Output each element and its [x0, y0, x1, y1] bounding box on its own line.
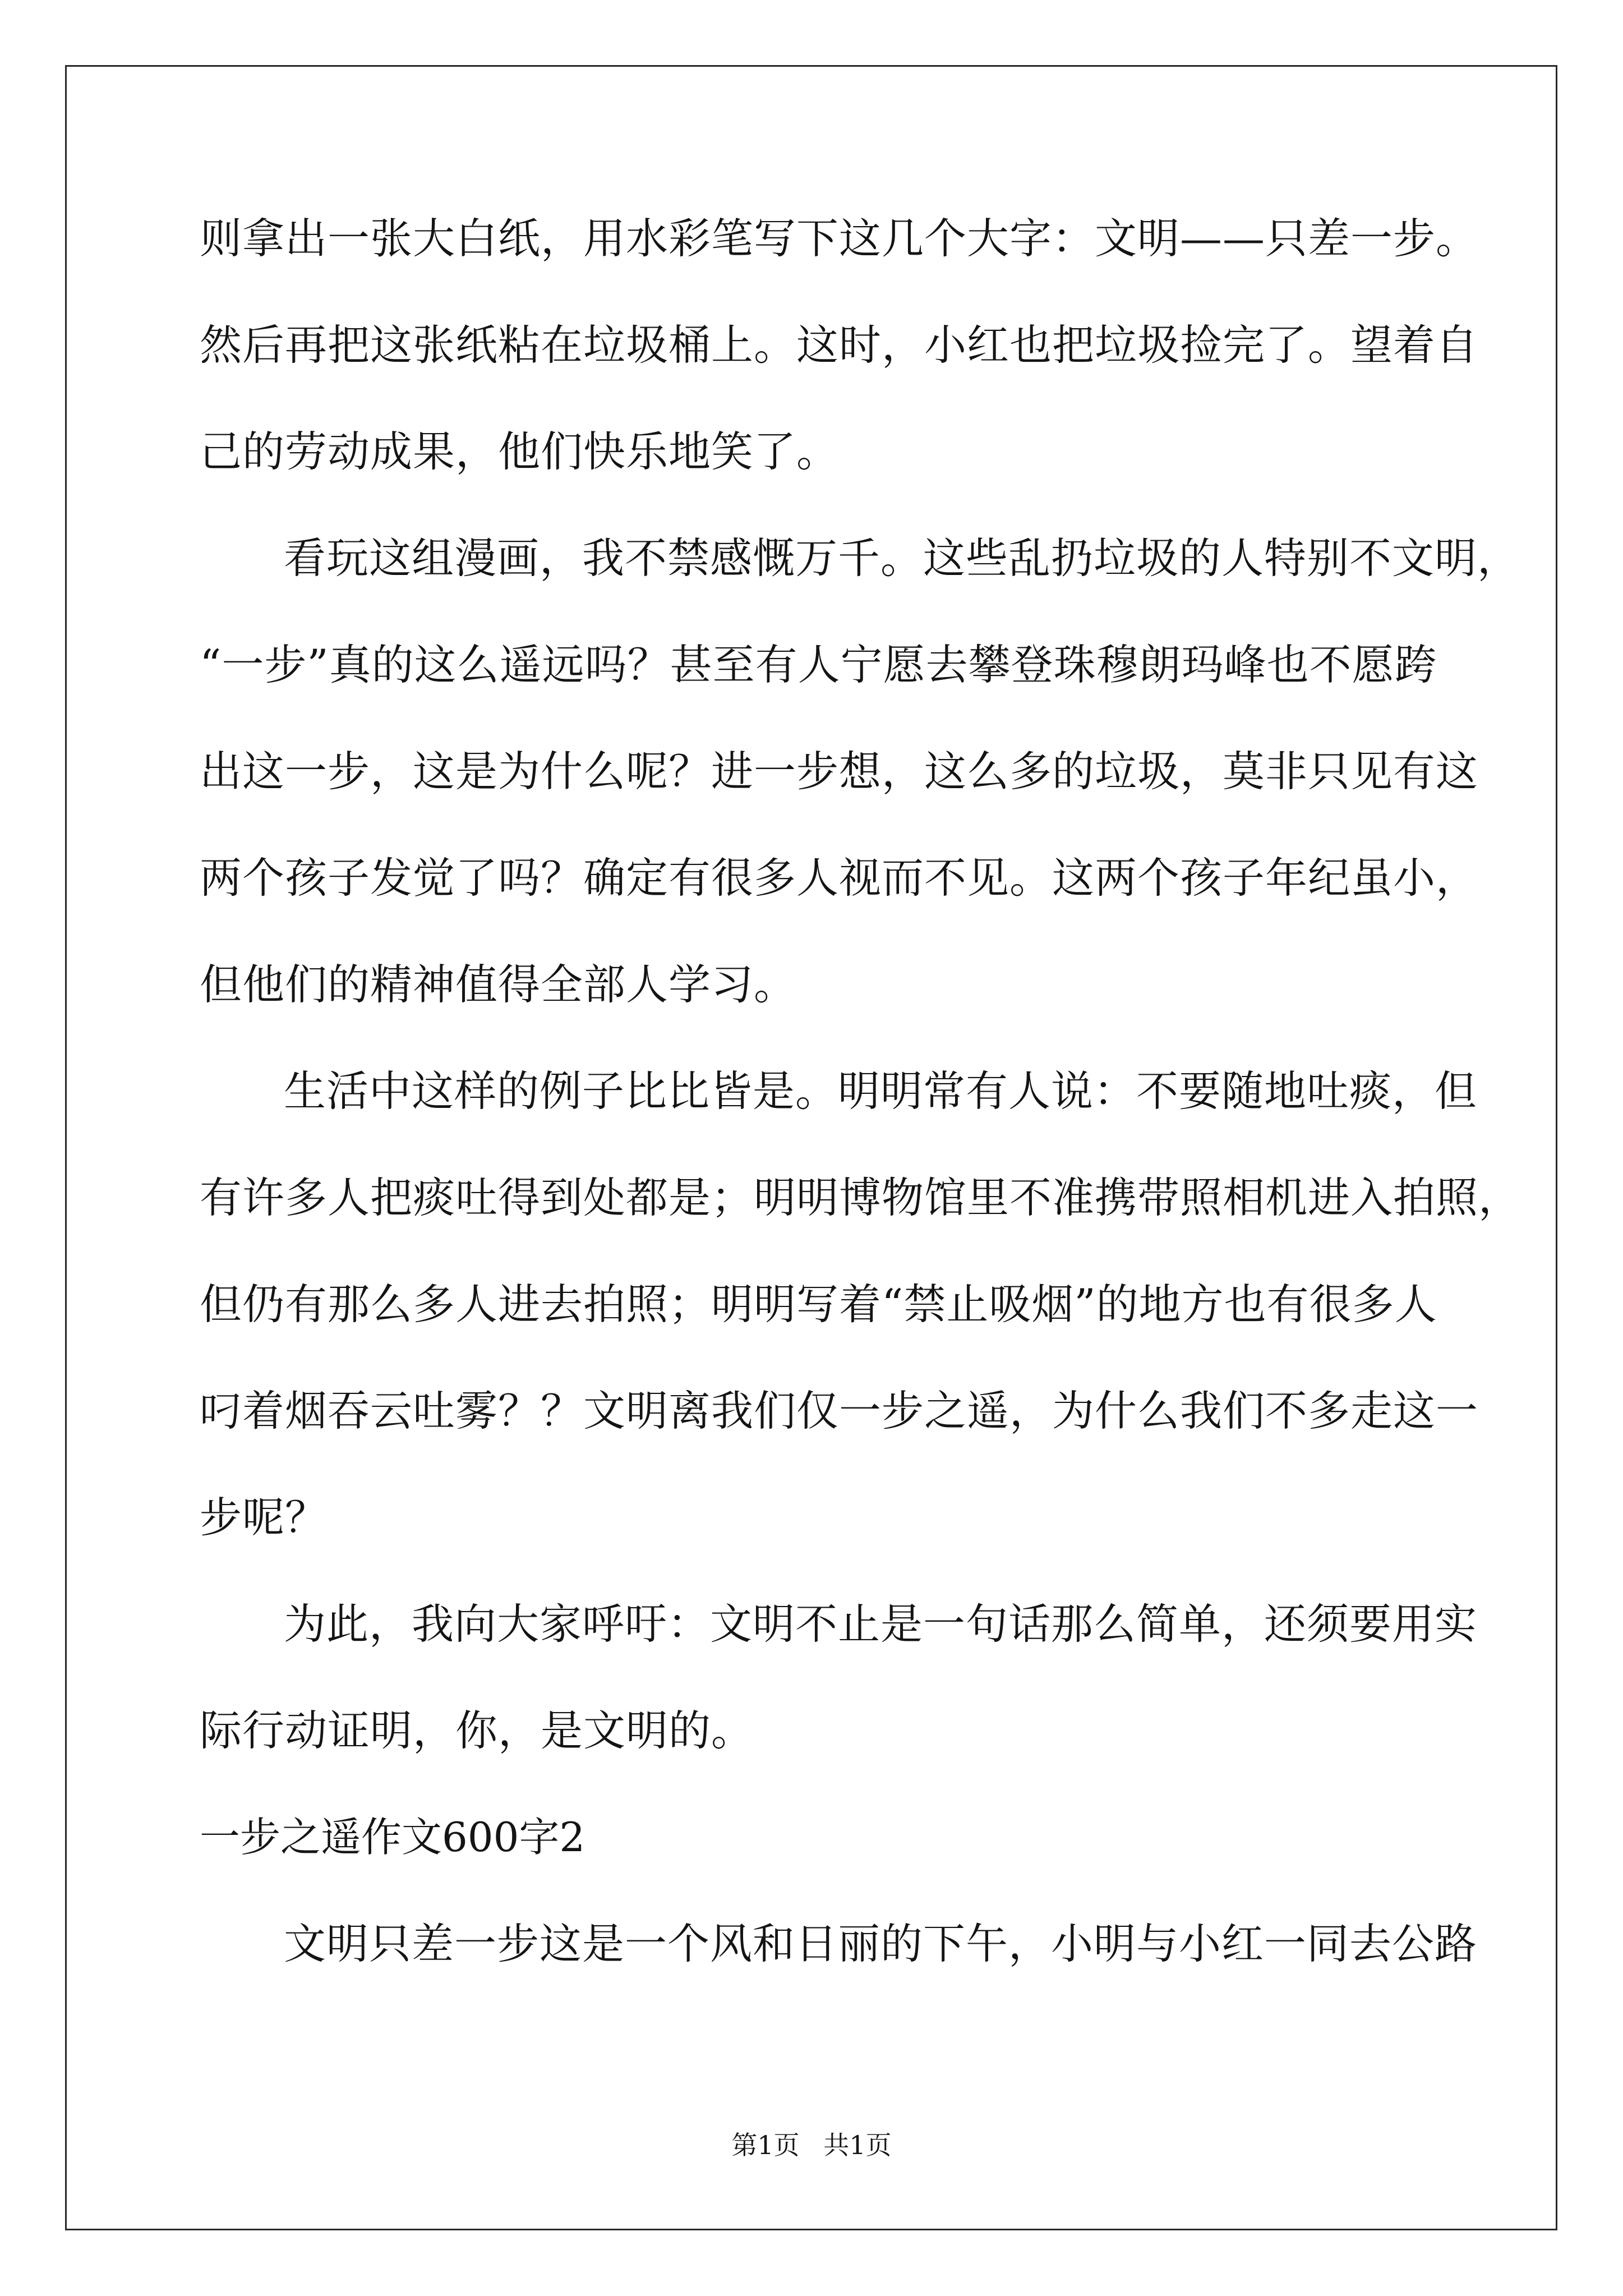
paragraph-5 — [200, 1890, 1478, 1997]
text-line: 有许多人把痰吐得到处都是；明明博物馆里不准携带照相机进入拍照， — [200, 1173, 1521, 1222]
text-line: 叼着烟吞云吐雾？？文明离我们仅一步之遥，为什么我们不多走这一 — [200, 1386, 1479, 1435]
section-heading: 一步之遥作文600字2 — [200, 1814, 585, 1861]
text-line: 文明只差一步这是一个风和日丽的下午，小明与小红一同去公路 — [284, 1919, 1478, 1968]
page-footer — [0, 2125, 1623, 2162]
paragraph-3 — [200, 1038, 1521, 1571]
paragraph-1 — [200, 185, 1479, 505]
text-line: 际行动证明，你，是文明的。 — [200, 1706, 754, 1755]
paragraph-2 — [200, 505, 1520, 1038]
document-body — [200, 185, 1521, 1997]
text-line: 生活中这样的例子比比皆是。明明常有人说：不要随地吐痰，但 — [284, 1066, 1478, 1116]
text-line: 两个孩子发觉了吗？确定有很多人视而不见。这两个孩子年纪虽小， — [200, 853, 1479, 903]
text-line: 己的劳动成果，他们快乐地笑了。 — [200, 427, 840, 476]
text-line: 但他们的精神值得全部人学习。 — [200, 960, 797, 1009]
text-line: 为此，我向大家呼吁：文明不止是一句话那么简单，还须要用实 — [284, 1599, 1478, 1649]
page-total: 共1页 — [823, 2130, 892, 2160]
text-line: “一步”真的这么遥远吗？甚至有人宁愿去攀登珠穆朗玛峰也不愿跨 — [200, 640, 1437, 689]
text-line: 然后再把这张纸粘在垃圾桶上。这时，小红也把垃圾捡完了。望着自 — [200, 320, 1479, 370]
text-line: 看玩这组漫画，我不禁感慨万千。这些乱扔垃圾的人特别不文明， — [284, 533, 1520, 583]
page-number: 第1页 — [731, 2130, 800, 2160]
text-line: 步呢？ — [200, 1493, 328, 1542]
text-line: 则拿出一张大白纸，用水彩笔写下这几个大字：文明——只差一步。 — [200, 214, 1479, 263]
text-line: 出这一步，这是为什么呢？进一步想，这么多的垃圾，莫非只见有这 — [200, 747, 1479, 796]
text-line: 但仍有那么多人进去拍照；明明写着“禁止吸烟”的地方也有很多人 — [200, 1280, 1437, 1329]
paragraph-4 — [200, 1571, 1478, 1784]
